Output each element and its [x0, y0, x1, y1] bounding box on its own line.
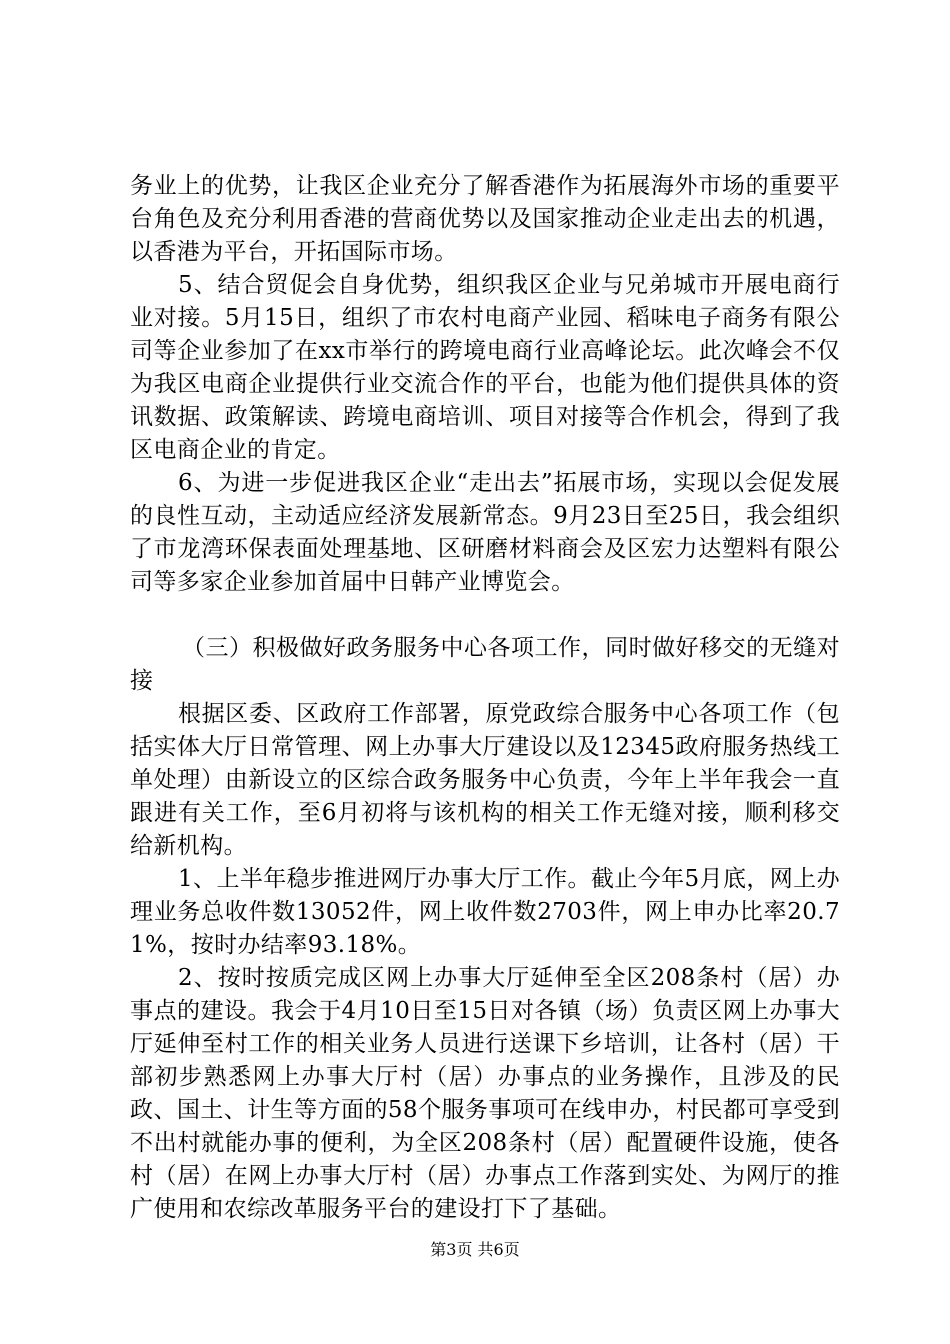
paragraph-continuation: 务业上的优势，让我区企业充分了解香港作为拓展海外市场的重要平台角色及充分利用香港的营商优势以及国家推动企业走出去的机遇，以香港为平台，开拓国际市场。: [130, 173, 840, 265]
section-heading: （三）积极做好政务服务中心各项工作，同时做好移交的无缝对接: [130, 635, 840, 694]
paragraph-item-6: 6、为进一步促进我区企业“走出去”拓展市场，实现以会促发展的良性互动，主动适应经济发展新常态。9月23日至25日，我会组织了市龙湾环保表面处理基地、区研磨材料商会及区宏力达塑料有限公司等多家企业参加首届中日韩产业博览会。: [130, 470, 840, 595]
paragraph-item-1: 1、上半年稳步推进网厅办事大厅工作。截止今年5月底，网上办理业务总收件数13052件，网上收件数2703件，网上申办比率20.71%，按时办结率93.18%。: [130, 866, 840, 958]
paragraph-item-5: 5、结合贸促会自身优势，组织我区企业与兄弟城市开展电商行业对接。5月15日，组织了市农村电商产业园、稻味电子商务有限公司等企业参加了在xx市举行的跨境电商行业高峰论坛。此次峰会不仅为我区电商企业提供行业交流合作的平台，也能为他们提供具体的资讯数据、政策解读、跨境电商培训、项目对接等合作机会，得到了我区电商企业的肯定。: [130, 272, 840, 463]
document-body: [130, 170, 840, 1226]
paragraph-section-intro: 根据区委、区政府工作部署，原党政综合服务中心各项工作（包括实体大厅日常管理、网上办事大厅建设以及12345政府服务热线工单处理）由新设立的区综合政务服务中心负责，今年上半年我会一直跟进有关工作，至6月初将与该机构的相关工作无缝对接，顺利移交给新机构。: [130, 701, 840, 859]
page-number-footer: 第3页 共6页: [430, 1240, 520, 1259]
paragraph-item-2: 2、按时按质完成区网上办事大厅延伸至全区208条村（居）办事点的建设。我会于4月10日至15日对各镇（场）负责区网上办事大厅延伸至村工作的相关业务人员进行送课下乡培训，让各村（居）干部初步熟悉网上办事大厅村（居）办事点的业务操作，且涉及的民政、国土、计生等方面的58个服务事项可在线申办，村民都可享受到不出村就能办事的便利，为全区208条村（居）配置硬件设施，使各村（居）在网上办事大厅村（居）办事点工作落到实处、为网厅的推广使用和农综改革服务平台的建设打下了基础。: [130, 965, 840, 1222]
